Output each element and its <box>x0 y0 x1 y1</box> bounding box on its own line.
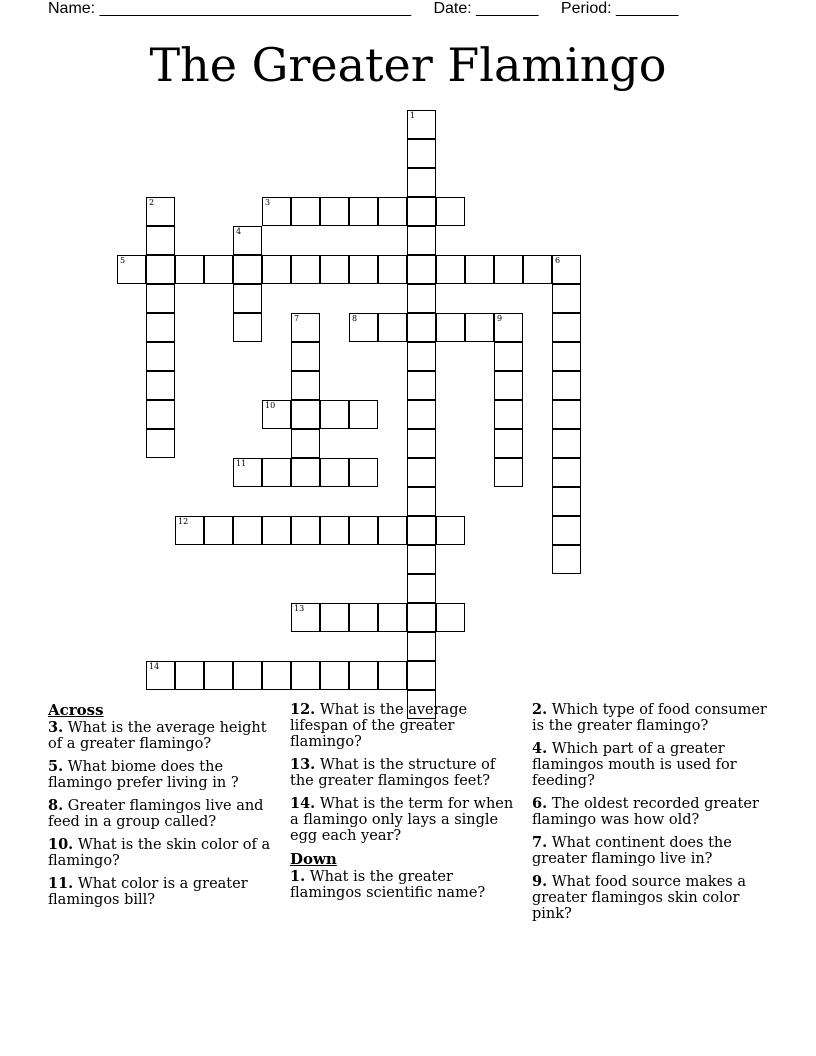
grid-cell[interactable] <box>407 516 436 545</box>
grid-cell[interactable] <box>204 516 233 545</box>
grid-cell[interactable] <box>233 226 262 255</box>
clue-across-14: 14. What is the term for when a flamingo only lays a single egg each year? <box>290 795 514 844</box>
grid-cell[interactable] <box>552 342 581 371</box>
clue-down-7: 7. What continent does the greater flamingo live in? <box>532 834 732 867</box>
grid-cell[interactable] <box>436 197 465 226</box>
clue-down-4: 4. Which part of a greater flamingos mouth is used for feeding? <box>532 740 737 789</box>
grid-cell[interactable] <box>407 255 436 284</box>
clues-column-1 <box>48 702 278 915</box>
grid-cell[interactable] <box>146 284 175 313</box>
grid-cell[interactable] <box>146 400 175 429</box>
clue-number-5: 5 <box>120 256 126 265</box>
grid-cell[interactable] <box>407 226 436 255</box>
name-field-label[interactable]: Name: ___________________________________ <box>48 0 412 17</box>
grid-cell[interactable] <box>320 516 349 545</box>
grid-cell[interactable] <box>407 110 436 139</box>
grid-cell[interactable] <box>378 197 407 226</box>
clue-number-2: 2 <box>149 198 155 207</box>
date-field-label[interactable]: Date: _______ <box>433 0 539 17</box>
clue-number-3: 3 <box>265 198 271 207</box>
grid-cell[interactable] <box>291 458 320 487</box>
grid-cell[interactable] <box>407 574 436 603</box>
grid-cell[interactable] <box>465 313 494 342</box>
grid-cell[interactable] <box>436 255 465 284</box>
grid-cell[interactable] <box>494 342 523 371</box>
across-heading: Across <box>48 701 104 719</box>
clue-across-13: 13. What is the structure of the greater flamingos feet? <box>290 756 496 789</box>
grid-cell[interactable] <box>233 516 262 545</box>
grid-cell[interactable] <box>146 197 175 226</box>
grid-cell[interactable] <box>552 516 581 545</box>
page-title: The Greater Flamingo <box>149 38 667 92</box>
clue-number-9: 9 <box>497 314 503 323</box>
grid-cell[interactable] <box>349 661 378 690</box>
grid-cell[interactable] <box>407 545 436 574</box>
clue-number-4: 4 <box>236 227 242 236</box>
grid-cell[interactable] <box>320 255 349 284</box>
grid-cell[interactable] <box>291 255 320 284</box>
grid-cell[interactable] <box>552 458 581 487</box>
clue-number-10: 10 <box>265 401 276 410</box>
grid-cell[interactable] <box>552 487 581 516</box>
grid-cell[interactable] <box>552 313 581 342</box>
grid-cell[interactable] <box>378 603 407 632</box>
grid-cell[interactable] <box>175 516 204 545</box>
grid-cell[interactable] <box>233 313 262 342</box>
clue-number-14: 14 <box>149 662 160 671</box>
grid-cell[interactable] <box>407 197 436 226</box>
grid-cell[interactable] <box>204 661 233 690</box>
grid-cell[interactable] <box>291 313 320 342</box>
grid-cell[interactable] <box>552 255 581 284</box>
clue-number-7: 7 <box>294 314 300 323</box>
grid-cell[interactable] <box>349 255 378 284</box>
clue-down-1: 1. What is the greater flamingos scientific name? <box>290 868 486 901</box>
grid-cell[interactable] <box>175 255 204 284</box>
grid-cell[interactable] <box>175 661 204 690</box>
grid-cell[interactable] <box>407 284 436 313</box>
clue-across-12: 12. What is the average lifespan of the greater flamingo? <box>290 701 468 750</box>
clue-across-10: 10. What is the skin color of a flamingo? <box>48 836 271 869</box>
grid-cell[interactable] <box>320 458 349 487</box>
grid-cell[interactable] <box>117 255 146 284</box>
grid-cell[interactable] <box>146 661 175 690</box>
grid-cell[interactable] <box>349 197 378 226</box>
clue-across-8: 8. Greater flamingos live and feed in a group called? <box>48 797 264 830</box>
grid-cell[interactable] <box>494 429 523 458</box>
grid-cell[interactable] <box>378 661 407 690</box>
grid-cell[interactable] <box>320 400 349 429</box>
clue-across-11: 11. What color is a greater flamingos bill? <box>48 875 248 908</box>
down-heading: Down <box>290 850 337 868</box>
grid-cell[interactable] <box>494 313 523 342</box>
grid-cell[interactable] <box>407 661 436 690</box>
grid-cell[interactable] <box>378 255 407 284</box>
grid-cell[interactable] <box>494 458 523 487</box>
grid-cell[interactable] <box>262 458 291 487</box>
grid-cell[interactable] <box>407 371 436 400</box>
clue-number-12: 12 <box>178 517 189 526</box>
grid-cell[interactable] <box>291 400 320 429</box>
grid-cell[interactable] <box>494 371 523 400</box>
clue-number-13: 13 <box>294 604 305 613</box>
grid-cell[interactable] <box>233 284 262 313</box>
grid-cell[interactable] <box>233 661 262 690</box>
grid-cell[interactable] <box>465 255 494 284</box>
clue-number-1: 1 <box>410 111 416 120</box>
grid-cell[interactable] <box>378 516 407 545</box>
grid-cell[interactable] <box>407 603 436 632</box>
grid-cell[interactable] <box>291 197 320 226</box>
grid-cell[interactable] <box>262 255 291 284</box>
grid-cell[interactable] <box>494 400 523 429</box>
clues-column-3 <box>532 702 772 929</box>
grid-cell[interactable] <box>146 429 175 458</box>
grid-cell[interactable] <box>407 487 436 516</box>
grid-cell[interactable] <box>291 603 320 632</box>
grid-cell[interactable] <box>262 516 291 545</box>
grid-cell[interactable] <box>407 429 436 458</box>
grid-cell[interactable] <box>349 458 378 487</box>
grid-cell[interactable] <box>523 255 552 284</box>
grid-cell[interactable] <box>291 661 320 690</box>
grid-cell[interactable] <box>436 313 465 342</box>
clue-number-11: 11 <box>236 459 247 468</box>
grid-cell[interactable] <box>407 313 436 342</box>
grid-cell[interactable] <box>262 197 291 226</box>
grid-cell[interactable] <box>552 284 581 313</box>
grid-cell[interactable] <box>146 313 175 342</box>
grid-cell[interactable] <box>436 603 465 632</box>
grid-cell[interactable] <box>552 429 581 458</box>
grid-cell[interactable] <box>407 400 436 429</box>
grid-cell[interactable] <box>552 400 581 429</box>
grid-cell[interactable] <box>320 197 349 226</box>
clue-down-6: 6. The oldest recorded greater flamingo was how old? <box>532 795 759 828</box>
grid-cell[interactable] <box>233 458 262 487</box>
grid-cell[interactable] <box>262 661 291 690</box>
grid-cell[interactable] <box>233 255 262 284</box>
grid-cell[interactable] <box>407 168 436 197</box>
grid-cell[interactable] <box>436 516 465 545</box>
grid-cell[interactable] <box>407 139 436 168</box>
grid-cell[interactable] <box>349 400 378 429</box>
grid-cell[interactable] <box>378 313 407 342</box>
grid-cell[interactable] <box>146 342 175 371</box>
clues-column-2 <box>290 702 520 908</box>
grid-cell[interactable] <box>494 255 523 284</box>
grid-cell[interactable] <box>407 632 436 661</box>
clue-number-8: 8 <box>352 314 358 323</box>
grid-cell[interactable] <box>320 603 349 632</box>
grid-cell[interactable] <box>146 371 175 400</box>
grid-cell[interactable] <box>262 400 291 429</box>
grid-cell[interactable] <box>552 545 581 574</box>
grid-cell[interactable] <box>291 371 320 400</box>
grid-cell[interactable] <box>349 313 378 342</box>
grid-cell[interactable] <box>291 516 320 545</box>
grid-cell[interactable] <box>320 661 349 690</box>
grid-cell[interactable] <box>291 342 320 371</box>
grid-cell[interactable] <box>146 226 175 255</box>
grid-cell[interactable] <box>407 458 436 487</box>
clue-down-2: 2. Which type of food consumer is the greater flamingo? <box>532 701 767 734</box>
clue-across-3: 3. What is the average height of a greater flamingo? <box>48 719 267 752</box>
period-field-label[interactable]: Period: _______ <box>560 0 679 17</box>
grid-cell[interactable] <box>349 516 378 545</box>
grid-cell[interactable] <box>407 342 436 371</box>
grid-cell[interactable] <box>291 429 320 458</box>
grid-cell[interactable] <box>204 255 233 284</box>
grid-cell[interactable] <box>146 255 175 284</box>
clue-across-5: 5. What biome does the flamingo prefer living in ? <box>48 758 239 791</box>
grid-cell[interactable] <box>349 603 378 632</box>
clue-number-6: 6 <box>555 256 561 265</box>
clue-down-9: 9. What food source makes a greater flamingos skin color pink? <box>532 873 746 922</box>
grid-cell[interactable] <box>552 371 581 400</box>
